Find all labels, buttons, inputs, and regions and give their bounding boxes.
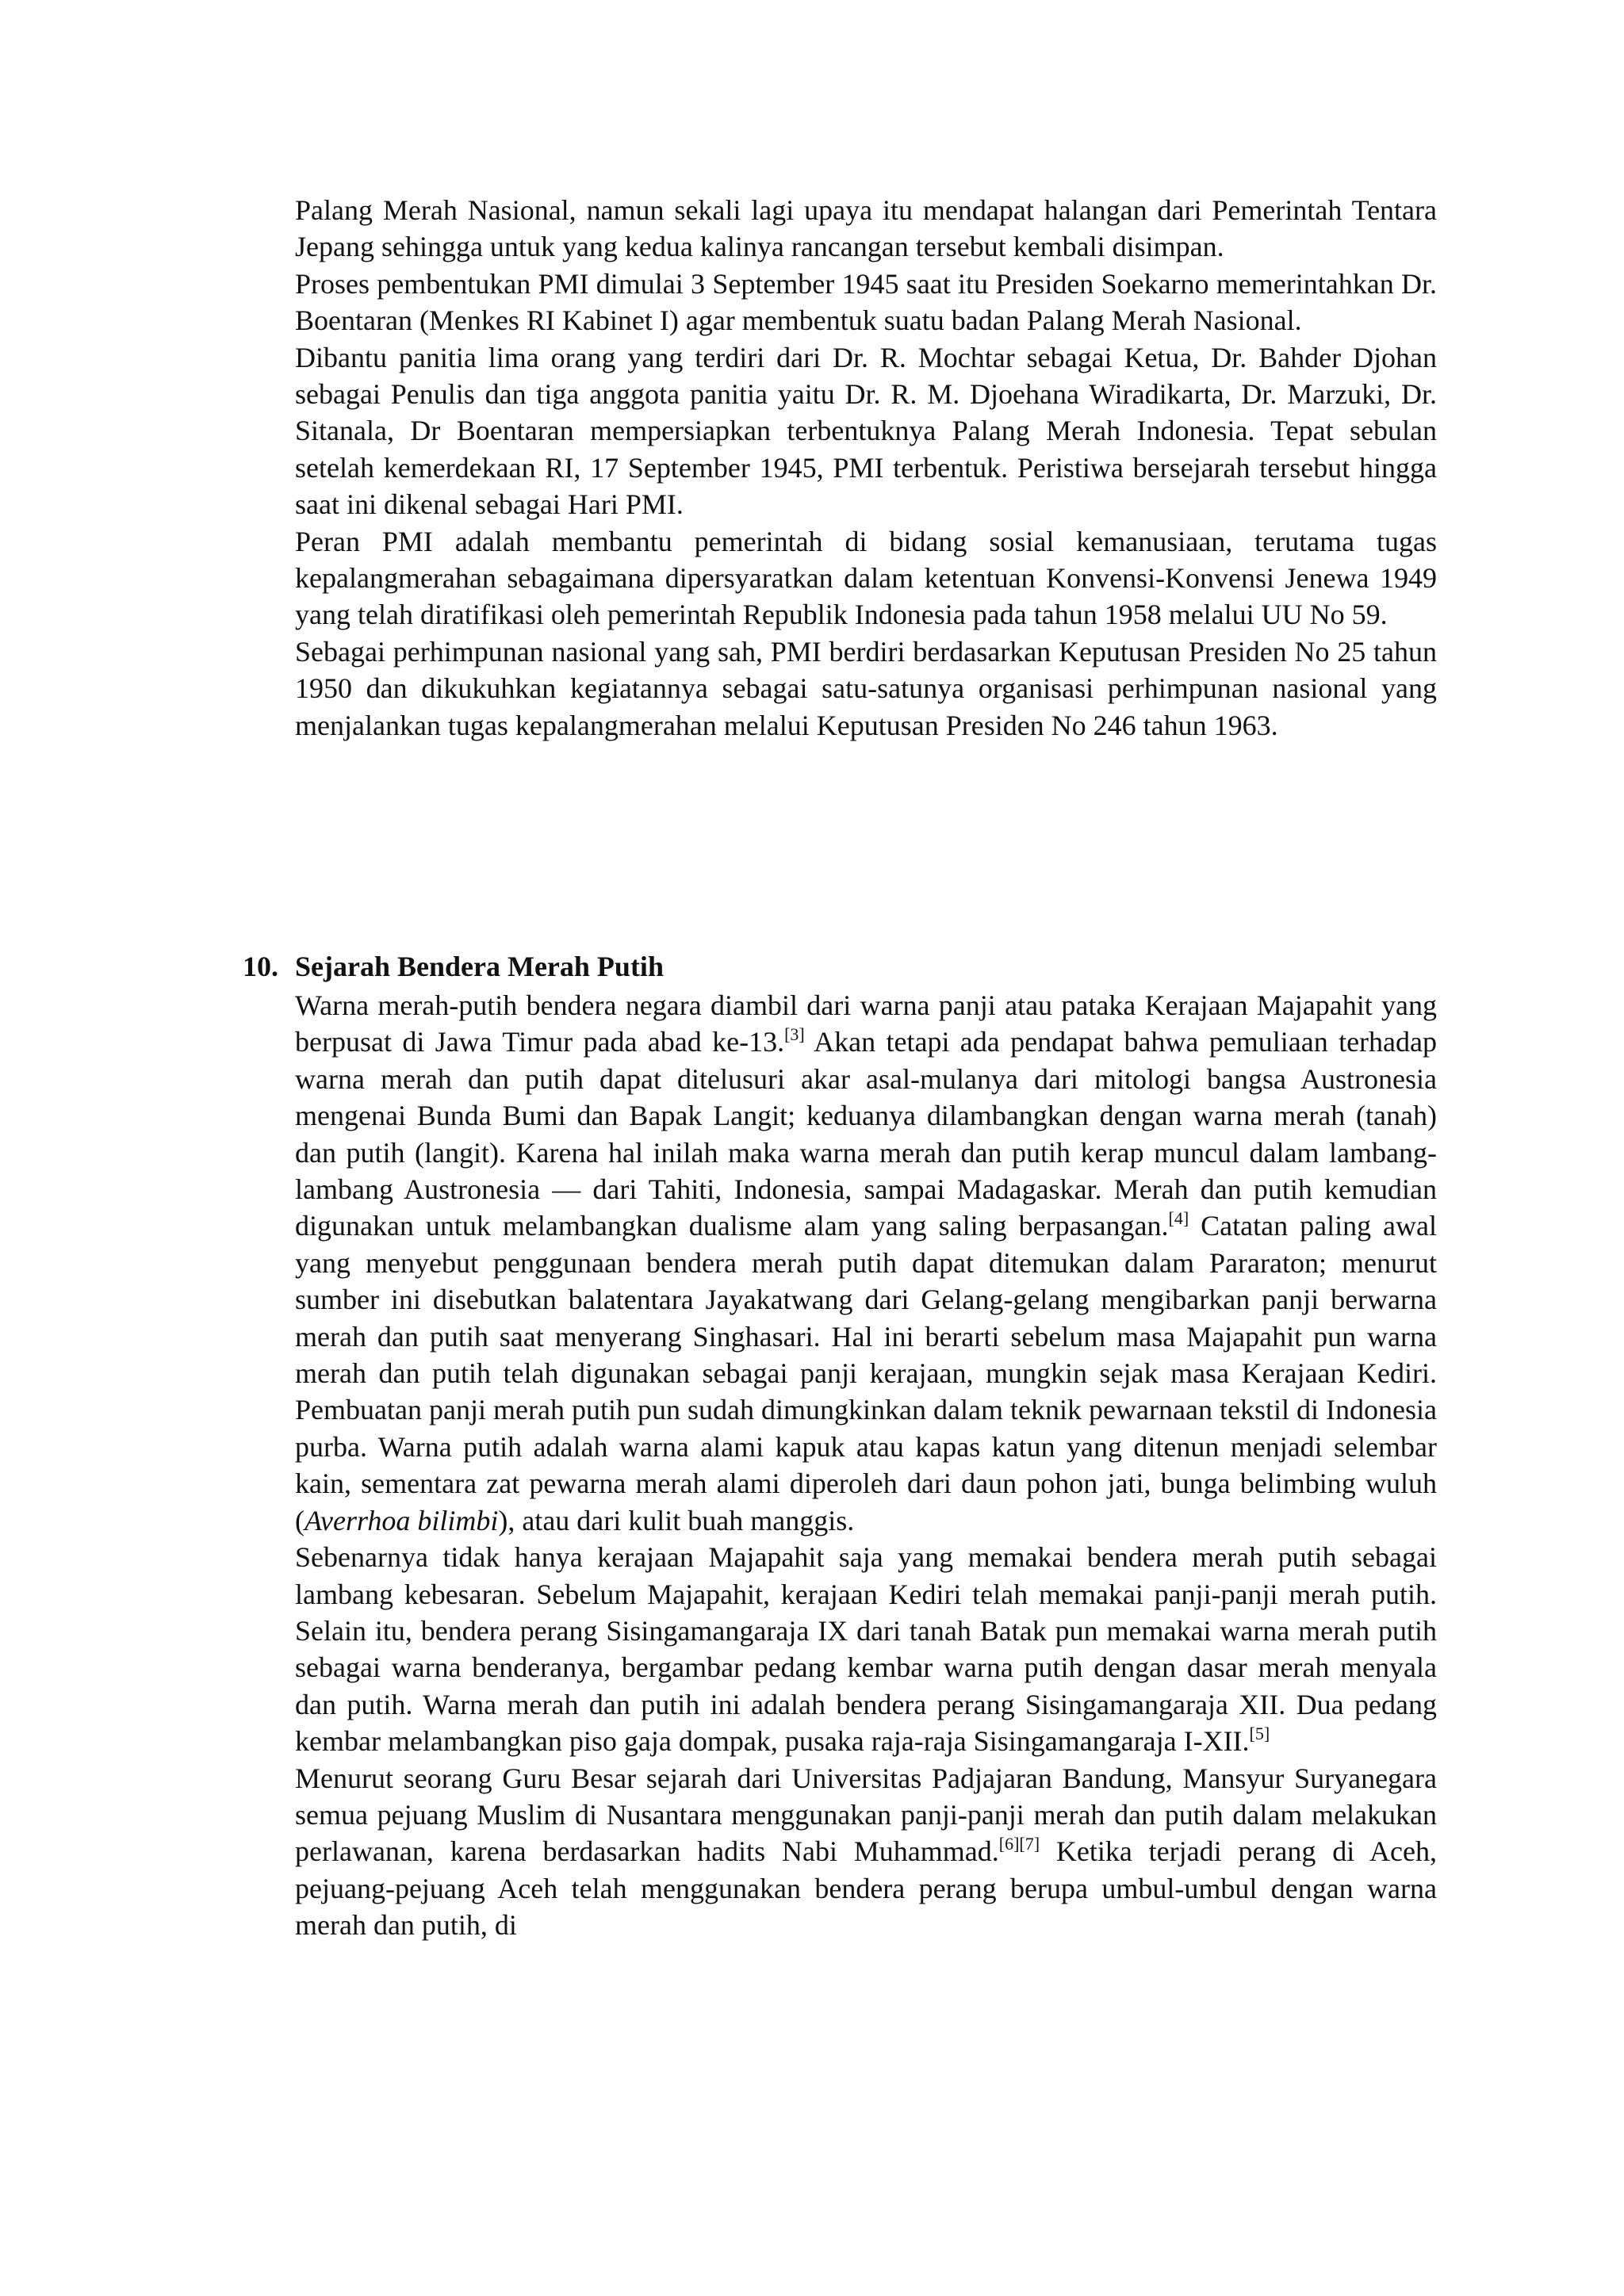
section-title: Sejarah Bendera Merah Putih [295,951,664,982]
flag-history-text [295,987,1437,1944]
flag-origin-part-d: ), atau dari kulit buah manggis. [498,1504,855,1536]
paragraph-pmi-committee: Dibantu panitia lima orang yang terdiri dari Dr. R. Mochtar sebagai Ketua, Dr. Bahder Djohan sebagai Penulis dan tiga anggota panitia yaitu Dr. R. M. Djoehana Wiradikarta, Dr. Marzuki, Dr. Sitanala, Dr Boentaran mempersiapkan terbentuknya Palang Merah Indonesia. Tepat sebulan setelah kemerdekaan RI, 17 September 1945, PMI terbentuk. Peristiwa bersejarah tersebut hingga saat ini dikenal sebagai Hari PMI. [295,341,1437,521]
citation-ref-3: [3] [784,1024,805,1045]
species-name: Averrhoa bilimbi [304,1504,499,1536]
citation-ref-4: [4] [1168,1208,1189,1229]
paragraph-pmi-draft: Palang Merah Nasional, namun sekali lagi upaya itu mendapat halangan dari Pemerintah Tentara Jepang sehingga untuk yang kedua kalinya rancangan tersebut kembali disimpan. [295,194,1437,263]
flag-origin-part-c: Catatan paling awal yang menyebut penggunaan bendera merah putih dapat ditemukan dalam Pararaton; menurut sumber ini disebutkan balatentara Jayakatwang dari Gelang-gelang mengibarkan panji berwarna merah dan putih saat menyerang Singhasari. Hal ini berarti sebelum masa Majapahit pun warna merah dan putih telah digunakan sebagai panji kerajaan, mungkin sejak masa Kerajaan Kediri. Pembuatan panji merah putih pun sudah dimungkinkan dalam teknik pewarnaan tekstil di Indonesia purba. Warna putih adalah warna alami kapuk atau kapas katun yang ditenun menjadi selembar kain, sementara zat pewarna merah alami diperoleh dari daun pohon jati, bunga belimbing wuluh ( [295,1210,1438,1536]
paragraph-pmi-formation: Proses pembentukan PMI dimulai 3 September 1945 saat itu Presiden Soekarno memerintahkan Dr. Boentaran (Menkes RI Kabinet I) agar membentuk suatu badan Palang Merah Nasional. [295,267,1437,337]
muslim-fighters-part-a: Menurut seorang Guru Besar sejarah dari Universitas Padjajaran Bandung, Mansyur Suryanegara semua pejuang Muslim di Nusantara menggunakan panji-panji merah dan putih dalam melakukan perlawanan, karena berdasarkan hadits Nabi Muhammad. [295,1762,1437,1868]
paragraph-muslim-fighters [295,1760,1437,1944]
citation-ref-6-7: [6][7] [998,1834,1040,1854]
pmi-history-text [295,192,1437,744]
other-kingdoms-text: Sebenarnya tidak hanya kerajaan Majapahit saja yang memakai bendera merah putih sebagai lambang kebesaran. Sebelum Majapahit, kerajaan Kediri telah memakai panji-panji merah putih. Selain itu, bendera perang Sisingamangaraja IX dari tanah Batak pun memakai warna merah putih sebagai warna benderanya, bergambar pedang kembar warna putih dengan dasar merah menyala dan putih. Warna merah dan putih ini adalah bendera perang Sisingamangaraja XII. Dua pedang kembar melambangkan piso gaja dompak, pusaka raja-raja Sisingamangaraja I-XII. [295,1541,1437,1758]
muslim-fighters-part-b: Ketika terjadi perang di Aceh, pejuang-pejuang Aceh telah menggunakan bendera perang berupa umbul-umbul dengan warna merah dan putih, di [295,1835,1437,1942]
paragraph-pmi-role: Peran PMI adalah membantu pemerintah di bidang sosial kemanusiaan, terutama tugas kepalangmerahan sebagaimana dipersyaratkan dalam ketentuan Konvensi-Konvensi Jenewa 1949 yang telah diratifikasi oleh pemerintah Republik Indonesia pada tahun 1958 melalui UU No 59. [295,525,1437,631]
citation-ref-5: [5] [1249,1724,1270,1744]
paragraph-flag-origin [295,987,1437,1539]
paragraph-other-kingdoms [295,1539,1437,1759]
flag-origin-part-a: Warna merah-putih bendera negara diambil dari warna panji atau pataka Kerajaan Majapahit yang berpusat di Jawa Timur pada abad ke-13. [295,989,1437,1058]
section-number: 10. [243,951,278,982]
paragraph-pmi-legal-basis: Sebagai perhimpunan nasional yang sah, PMI berdiri berdasarkan Keputusan Presiden No 25 tahun 1950 dan dikukuhkan kegiatannya sebagai satu-satunya organisasi perhimpunan nasional yang menjalankan tugas kepalangmerahan melalui Keputusan Presiden No 246 tahun 1963. [295,635,1437,741]
flag-origin-part-b: Akan tetapi ada pendapat bahwa pemuliaan terhadap warna merah dan putih dapat ditelusuri akar asal-mulanya dari mitologi bangsa Austronesia mengenai Bunda Bumi dan Bapak Langit; keduanya dilambangkan dengan warna merah (tanah) dan putih (langit). Karena hal inilah maka warna merah dan putih kerap muncul dalam lambang-lambang Austronesia — dari Tahiti, Indonesia, sampai Madagaskar. Merah dan putih kemudian digunakan untuk melambangkan dualisme alam yang saling berpasangan. [295,1026,1438,1242]
section-heading [243,948,664,985]
